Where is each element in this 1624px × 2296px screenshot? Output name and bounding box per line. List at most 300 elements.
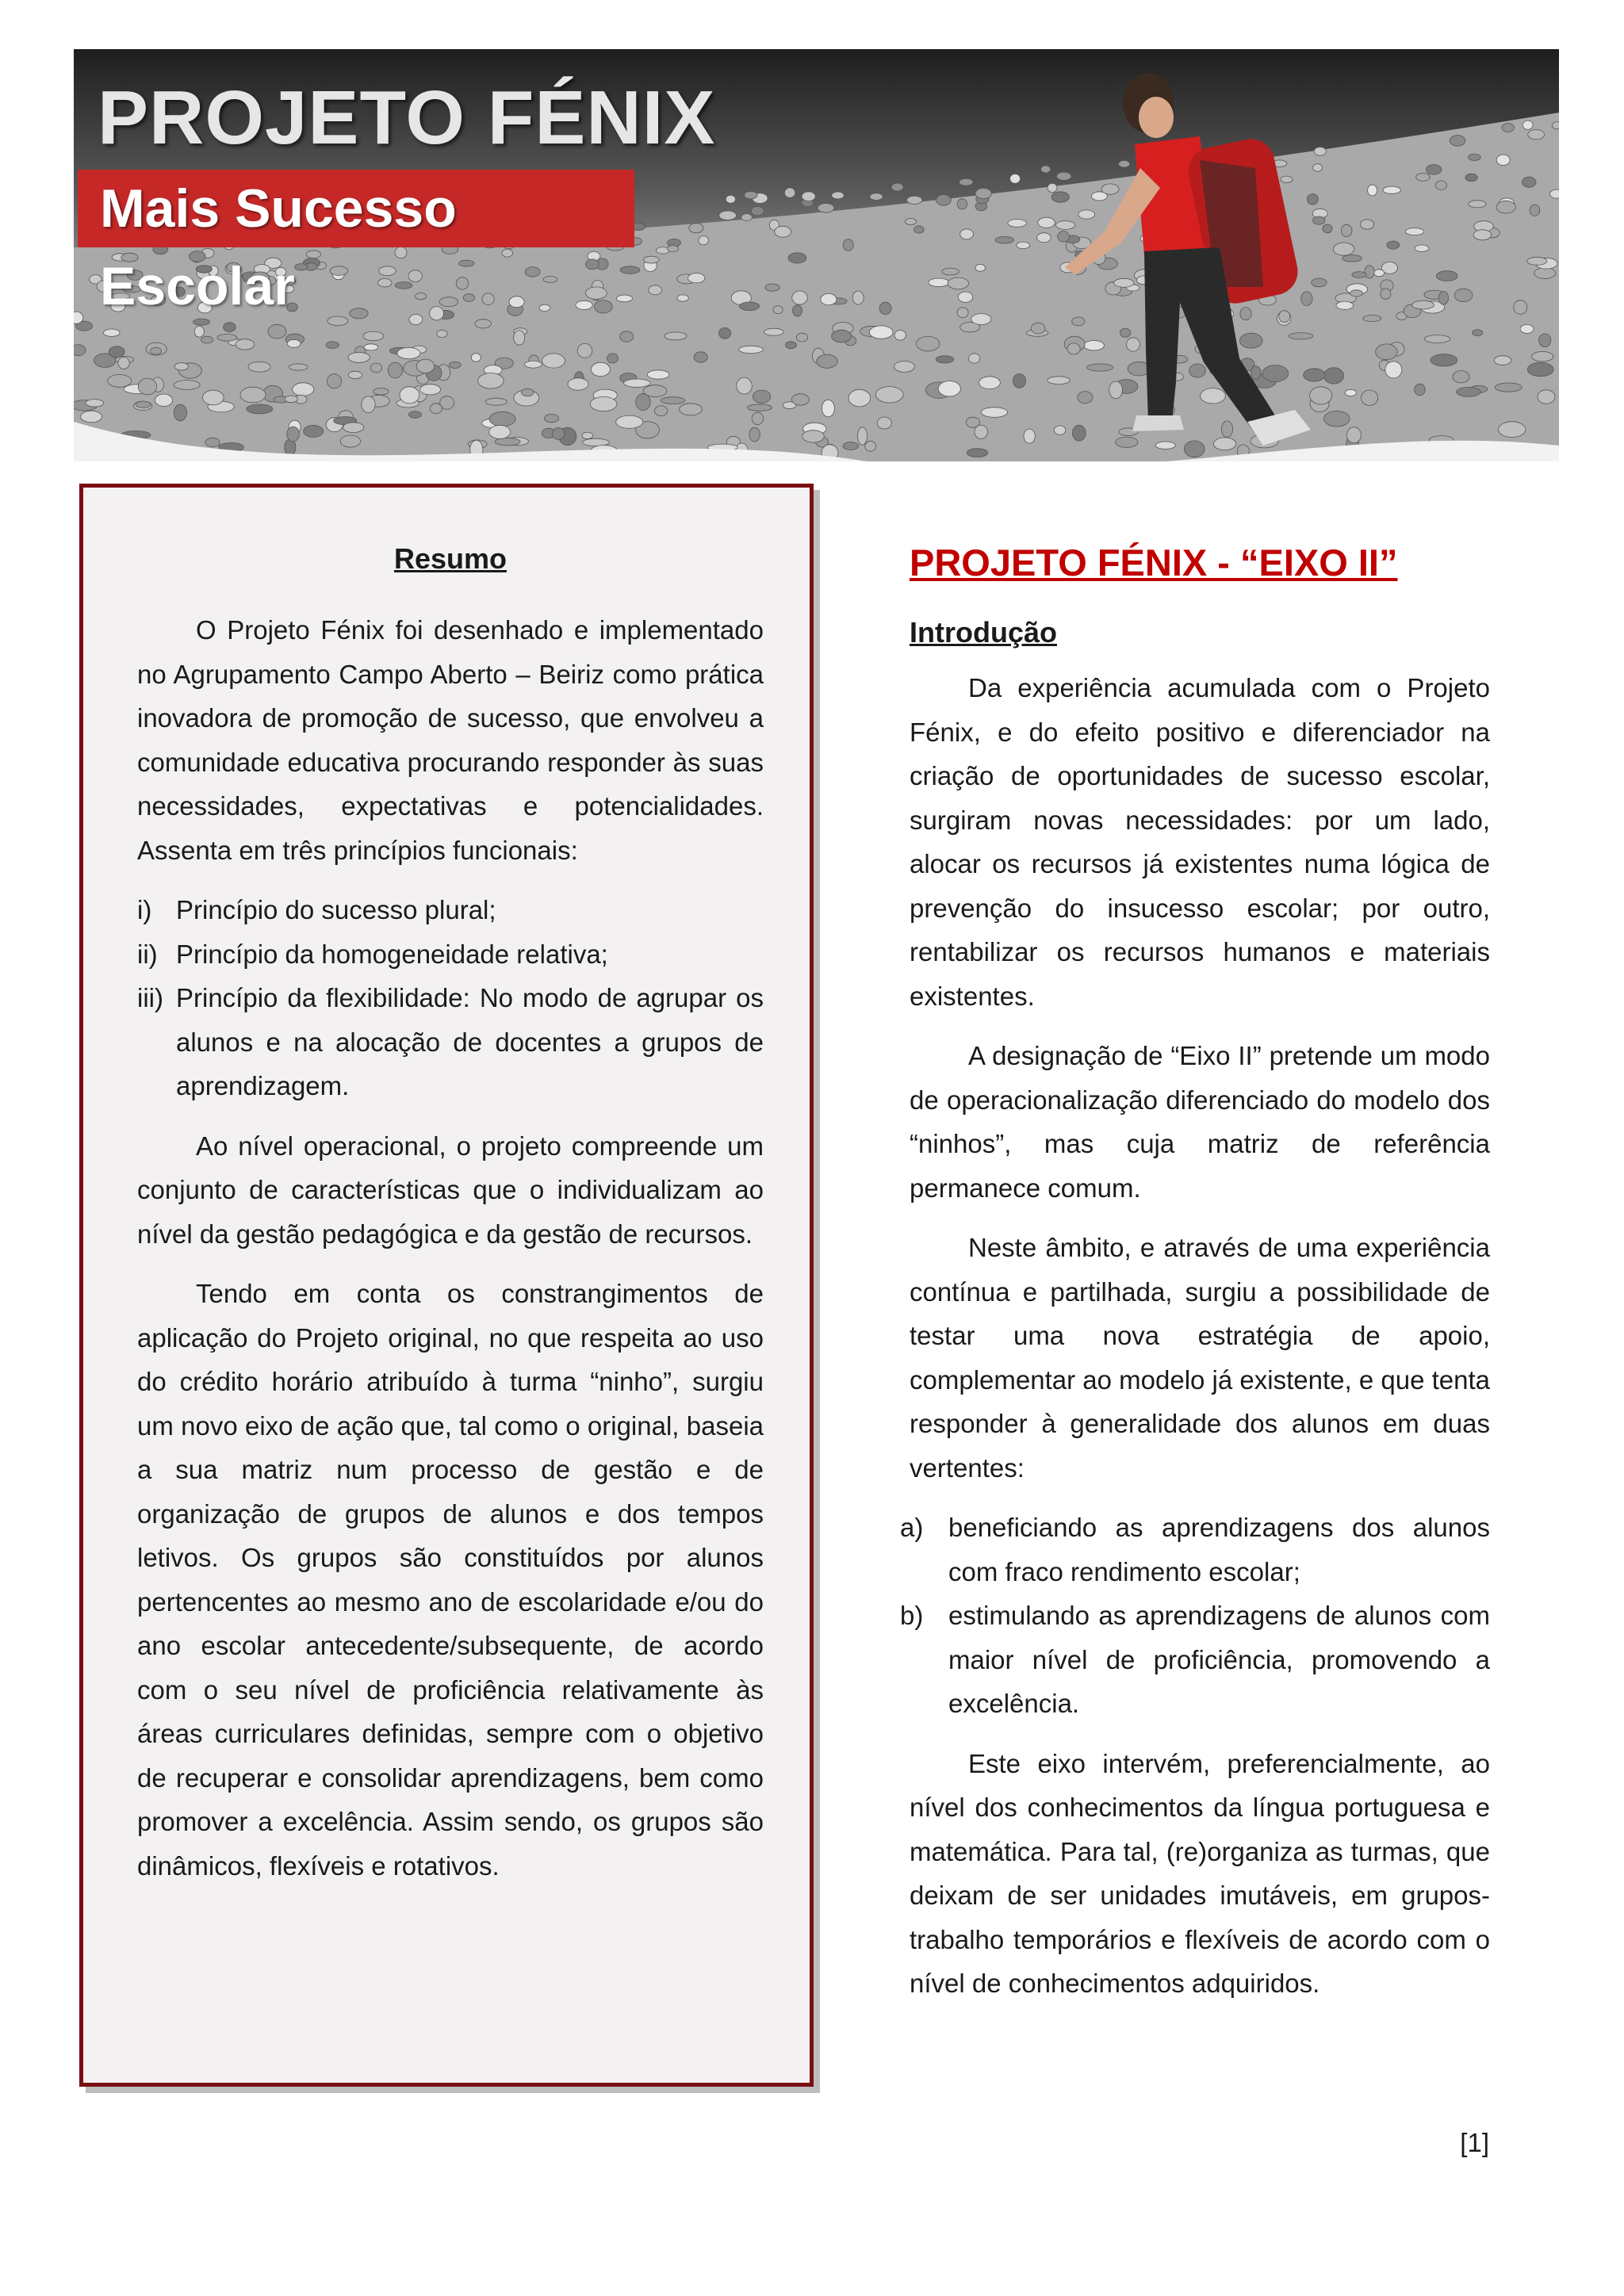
pebble [449, 362, 461, 368]
pebble [753, 390, 770, 403]
pebble [475, 320, 492, 328]
pebble [240, 387, 266, 403]
pebble [1024, 429, 1035, 443]
pebble [1552, 122, 1559, 129]
pebble [327, 316, 348, 326]
banner-subtitle: Mais Sucesso Escolar [78, 170, 634, 247]
pebble [489, 411, 515, 426]
pebble [936, 194, 952, 205]
pebble [400, 387, 419, 404]
pebble [624, 379, 651, 387]
pebble [1376, 344, 1397, 360]
pebble [289, 364, 308, 370]
pebble [174, 363, 189, 370]
pebble [1038, 217, 1055, 228]
pebble [1055, 221, 1074, 230]
list-item-text: Princípio do sucesso plural; [176, 895, 496, 924]
pebble [1496, 155, 1510, 166]
pebble [1522, 121, 1533, 129]
pebble [1520, 324, 1534, 333]
pebble [430, 307, 444, 320]
pebble [582, 432, 593, 438]
pebble [741, 214, 753, 221]
pebble [1426, 165, 1442, 174]
pebble [327, 374, 341, 388]
pebble [1495, 383, 1522, 392]
pebble [1522, 177, 1536, 187]
pebble [1184, 441, 1205, 457]
pebble [155, 394, 172, 406]
pebble [979, 377, 1001, 389]
pebble [832, 330, 852, 342]
pebble [775, 226, 791, 237]
pebble [1078, 392, 1093, 404]
pebble [543, 276, 557, 282]
abstract-paragraph-3: Tendo em conta os constrangimentos de aplicação do Projeto original, no que respeita ao uso do crédito horário atribuído à turma “ninho”, surgiu um novo eixo de ação que, tal como o original, baseia a sua matriz num processo de gestão e de organização de grupos de alunos e dos tempos letivos. Os grupos são constituídos por alunos pertencentes ao mesmo ano de escolaridade e/ou do ano escolar antecedente/subsequente, de acordo com o seu nível de proficiência relativamente às áreas curriculares definidas, sempre com o objetivo de recuperar e consolidar aprendizagens, bem como promover a excelência. Assim sendo, os grupos são dinâmicos, flexíveis e rotativos. [137, 1279, 764, 1881]
pebble [1527, 362, 1553, 376]
pebble [1310, 387, 1332, 404]
list-item [137, 888, 764, 932]
pebble [514, 331, 525, 346]
pebble [1323, 224, 1332, 233]
pebble [894, 331, 906, 341]
pebble [752, 412, 764, 424]
pebble [1313, 164, 1323, 172]
pebble [408, 270, 422, 282]
pebble [1415, 384, 1426, 396]
pebble [459, 260, 474, 266]
pebble [217, 335, 237, 342]
article-paragraph-1: Da experiência acumulada com o Projeto Fénix, e do efeito positivo e diferenciador na criação de oportunidades de sucesso escolar, surgiram novas necessidades: por um lado, alocar os recursos já existentes numa lógica de prevenção do insucesso escolar; por outro, rentabilizar os recursos humanos e materiais existentes. [910, 673, 1490, 1011]
pebble [586, 287, 607, 299]
pebble [482, 293, 494, 305]
pebble [1307, 194, 1318, 205]
pebble [416, 293, 427, 300]
list-item [137, 932, 764, 977]
pebble [1324, 368, 1344, 384]
pebble [1538, 390, 1555, 404]
pebble [1017, 242, 1030, 249]
pebble [1345, 389, 1356, 396]
list-marker: b) [900, 1601, 924, 1630]
pebble [1312, 278, 1327, 287]
pebble [1362, 390, 1378, 405]
list-item-text: beneficiando as aprendizagens dos alunos com fraco rendimento escolar; [948, 1513, 1490, 1586]
pebble [1514, 300, 1527, 315]
pebble [326, 342, 339, 349]
pebble [285, 396, 297, 403]
pebble [894, 361, 915, 372]
pebble [858, 427, 868, 446]
pebble [1301, 292, 1312, 306]
pebble [293, 383, 314, 396]
pebble [957, 199, 967, 209]
pebble [665, 332, 687, 340]
pebble [1416, 173, 1430, 181]
pebble [591, 362, 610, 376]
pebble [109, 346, 124, 358]
pebble [118, 357, 129, 369]
pebble [174, 404, 186, 421]
pebble [644, 256, 660, 263]
pebble [1078, 210, 1095, 219]
pebble [545, 414, 559, 422]
pebble [1281, 176, 1293, 182]
pebble [843, 442, 859, 450]
pebble [1037, 233, 1051, 243]
pebble [694, 352, 707, 362]
pebble [340, 435, 360, 447]
pebble [1013, 374, 1026, 388]
pebble [1387, 241, 1400, 249]
pebble [1494, 356, 1511, 365]
pebble [1262, 365, 1289, 382]
pebble [350, 308, 368, 319]
pebble [409, 411, 422, 419]
pebble [822, 400, 834, 417]
pebble [654, 406, 667, 416]
section-heading: Introdução [910, 616, 1057, 649]
pebble [1415, 245, 1429, 252]
pebble [942, 268, 959, 275]
pebble [395, 247, 407, 258]
pebble [793, 305, 802, 316]
pebble [1304, 369, 1326, 381]
pebble [268, 324, 286, 339]
pebble [891, 183, 903, 191]
pebble [788, 253, 806, 263]
pebble [802, 192, 815, 201]
list-item-text: Princípio da flexibilidade: No modo de agrupar os alunos e na alocação de docentes a grupos de aprendizagem. [176, 983, 764, 1100]
pebble [509, 297, 524, 308]
pebble [552, 428, 565, 440]
pebble [364, 344, 378, 350]
pebble [86, 400, 104, 407]
pebble [765, 284, 779, 291]
pebble [236, 339, 255, 350]
pebble [1314, 147, 1326, 156]
pebble [136, 401, 151, 408]
pebble [689, 224, 703, 233]
pebble [1383, 186, 1400, 193]
pebble [194, 326, 204, 337]
pebble [1213, 438, 1236, 450]
pebble [792, 291, 808, 304]
pebble [960, 229, 974, 239]
pebble [877, 417, 891, 429]
pebble [802, 430, 825, 442]
pebble [478, 373, 504, 389]
pebble [138, 378, 156, 395]
banner-title: PROJETO FÉNIX [98, 75, 716, 160]
pebble [1072, 425, 1086, 441]
pebble [81, 411, 102, 423]
pebble [1469, 201, 1486, 208]
pebble [1119, 161, 1130, 168]
pebble [409, 314, 423, 324]
pebble [108, 375, 132, 388]
pebble [1435, 181, 1446, 190]
pebble [969, 354, 980, 363]
pebble [661, 397, 685, 404]
pebble [1385, 362, 1402, 378]
pebble [1469, 154, 1481, 160]
page-number: [1] [1460, 2128, 1489, 2157]
pebble [1048, 377, 1071, 385]
pebble [151, 347, 162, 354]
pebble [362, 396, 375, 413]
pebble [620, 266, 640, 274]
pebble [975, 188, 991, 198]
pebble [959, 178, 974, 186]
pebble [1120, 328, 1130, 337]
pebble [437, 330, 447, 337]
pebble [616, 295, 632, 302]
pebble [818, 204, 834, 213]
pebble [388, 362, 402, 378]
pebble [463, 294, 474, 302]
pebble [1072, 317, 1085, 326]
pebble [607, 354, 619, 363]
pebble [1324, 411, 1350, 427]
pebble [1008, 220, 1027, 228]
pebble [485, 398, 507, 405]
pebble [542, 354, 565, 368]
pebble [1189, 364, 1206, 377]
pebble [791, 394, 809, 405]
pebble [456, 277, 469, 289]
pebble [378, 279, 393, 287]
pebble [1412, 300, 1434, 309]
pebble [247, 404, 273, 414]
article-column [900, 539, 1490, 2022]
list-marker: i) [137, 895, 152, 924]
pebble [522, 388, 534, 396]
pebble [680, 404, 703, 415]
pebble [1201, 388, 1226, 404]
list-item-text: Princípio da homogeneidade relativa; [176, 939, 608, 969]
pebble [1279, 311, 1290, 323]
pebble [1342, 255, 1362, 262]
pebble [1109, 381, 1123, 399]
pebble [875, 387, 903, 403]
pebble [620, 331, 634, 342]
principles-list [137, 888, 764, 1108]
pebble [1534, 268, 1556, 279]
pebble [1438, 292, 1448, 305]
pebble [957, 308, 968, 318]
abstract-content [137, 541, 764, 1904]
pebble [1424, 335, 1450, 343]
pebble [363, 331, 384, 341]
pebble [647, 370, 669, 379]
pebble [1240, 308, 1251, 320]
pebble [174, 381, 200, 390]
pebble [971, 314, 991, 325]
pebble [958, 292, 972, 302]
abstract-paragraph-1: O Projeto Fénix foi desenhado e implementado no Agrupamento Campo Aberto – Beiriz como prática inovadora de promoção de sucesso, que envolveu a comunidade educativa procurando responder às suas necessidades, expectativas e potencialidades. Assenta em três princípios funcionais: [137, 615, 764, 865]
pebble [568, 378, 588, 390]
pebble [416, 359, 435, 373]
pebble [74, 345, 86, 356]
pebble [737, 377, 753, 394]
pebble [1465, 174, 1477, 181]
abstract-heading: Resumo [393, 542, 508, 575]
pebble [1405, 228, 1423, 235]
pebble [1087, 364, 1113, 371]
pebble [1473, 330, 1483, 336]
pebble [749, 427, 760, 442]
pebble [1527, 257, 1547, 265]
list-marker: a) [900, 1513, 924, 1542]
pebble [397, 347, 420, 358]
pebble [929, 278, 949, 287]
pebble [699, 236, 709, 245]
pebble [1528, 130, 1545, 140]
pebble [1360, 220, 1373, 229]
pebble [304, 425, 324, 437]
pebble [817, 354, 838, 368]
pebble [869, 326, 893, 339]
abstract-paragraph-2: Ao nível operacional, o projeto compreende um conjunto de características que o individualizam ao nível da gestão pedagógica e da gestão de recursos. [137, 1131, 764, 1249]
pebble [1368, 185, 1377, 196]
list-item [137, 976, 764, 1108]
pebble [1346, 427, 1361, 443]
pebble [590, 397, 617, 411]
pebble [879, 302, 891, 314]
pebble [981, 408, 1007, 418]
list-item-text: estimulando as aprendizagens de alunos com maior nível de proficiência, promovendo a excelência. [948, 1601, 1490, 1718]
pebble [967, 449, 987, 457]
pebble [348, 352, 370, 362]
pebble [1341, 224, 1352, 236]
pebble [848, 389, 871, 407]
pebble [203, 390, 224, 405]
pebble [248, 362, 270, 372]
pebble [1051, 192, 1069, 202]
pebble [740, 302, 760, 311]
list-item [900, 1506, 1490, 1594]
pebble [1067, 343, 1080, 354]
pebble [726, 195, 735, 203]
pebble [1374, 270, 1385, 277]
pebble [373, 388, 389, 396]
pebble [583, 438, 610, 446]
pebble [1155, 442, 1175, 449]
pebble [1289, 333, 1313, 339]
list-marker: iii) [137, 983, 163, 1012]
pebble [688, 274, 705, 283]
pebble [784, 188, 795, 197]
list-marker: ii) [137, 939, 158, 969]
pebble [420, 385, 441, 395]
pebble [1381, 289, 1391, 299]
pebble [966, 417, 979, 427]
pebble [1496, 201, 1515, 213]
pebble [1336, 301, 1354, 309]
vertentes-list [900, 1506, 1490, 1726]
pebble [649, 285, 662, 295]
pebble [1221, 421, 1232, 438]
pebble [1502, 124, 1515, 132]
pebble [1431, 354, 1457, 366]
pebble [205, 438, 220, 446]
pebble [870, 193, 883, 201]
pebble [751, 207, 764, 216]
pebble [1352, 272, 1366, 278]
pebble [439, 297, 458, 307]
article-paragraph-2: A designação de “Eixo II” pretende um modo de operacionalização diferenciado do modelo dos “ninhos”, mas cuja matriz de referência permanece comum. [910, 1041, 1490, 1203]
pebble [595, 300, 613, 313]
pebble [914, 226, 925, 233]
article-title: PROJETO FÉNIX - “EIXO II” [910, 541, 1398, 584]
pebble [936, 356, 953, 363]
pebble [586, 259, 599, 270]
pebble [379, 266, 396, 276]
article-paragraph-3: Neste âmbito, e através de uma experiência contínua e partilhada, surgiu a possibilidade de testar uma nova estratégia de apoio, complementar ao modelo já existente, e que tenta responder à generalidade dos alunos em duas vertentes: [910, 1233, 1490, 1483]
pebble [616, 415, 643, 428]
pebble [330, 266, 347, 276]
pebble [975, 264, 986, 271]
pebble [1056, 172, 1071, 180]
pebble [917, 336, 940, 350]
pebble [748, 404, 772, 411]
pebble [104, 329, 121, 336]
pebble [201, 336, 213, 343]
pebble [796, 333, 807, 342]
pebble [1032, 323, 1045, 334]
pebble [745, 191, 757, 199]
pebble [1010, 174, 1021, 184]
pebble [1457, 387, 1481, 396]
pebble [295, 264, 308, 270]
pebble-hill [74, 113, 1559, 461]
pebble [1333, 243, 1354, 255]
header-banner [74, 49, 1559, 461]
pebble [306, 251, 320, 258]
pebble [539, 304, 550, 311]
pebble [1127, 338, 1140, 351]
pebble [1101, 184, 1119, 194]
pebble [773, 306, 783, 314]
pebble [832, 192, 845, 199]
pebble [1450, 136, 1465, 146]
pebble [287, 339, 301, 347]
pebble [719, 211, 737, 220]
pebble [821, 293, 837, 304]
pebble [636, 394, 650, 411]
pebble [1454, 289, 1473, 301]
pebble [1363, 315, 1381, 321]
pebble [1058, 232, 1070, 243]
pebble [1054, 426, 1066, 434]
pebble [1114, 278, 1134, 287]
pebble [719, 327, 731, 339]
pebble [1436, 271, 1457, 281]
pebble [905, 218, 916, 224]
pebble [1251, 366, 1261, 380]
list-item [900, 1594, 1490, 1726]
pebble [1048, 183, 1057, 192]
pebble [489, 425, 511, 438]
pebble [525, 267, 540, 277]
pebble [852, 291, 864, 304]
pebble [995, 236, 1013, 243]
pebble [1539, 334, 1551, 347]
pebble [1239, 333, 1262, 348]
pebble [865, 441, 876, 451]
pebble [395, 282, 412, 289]
